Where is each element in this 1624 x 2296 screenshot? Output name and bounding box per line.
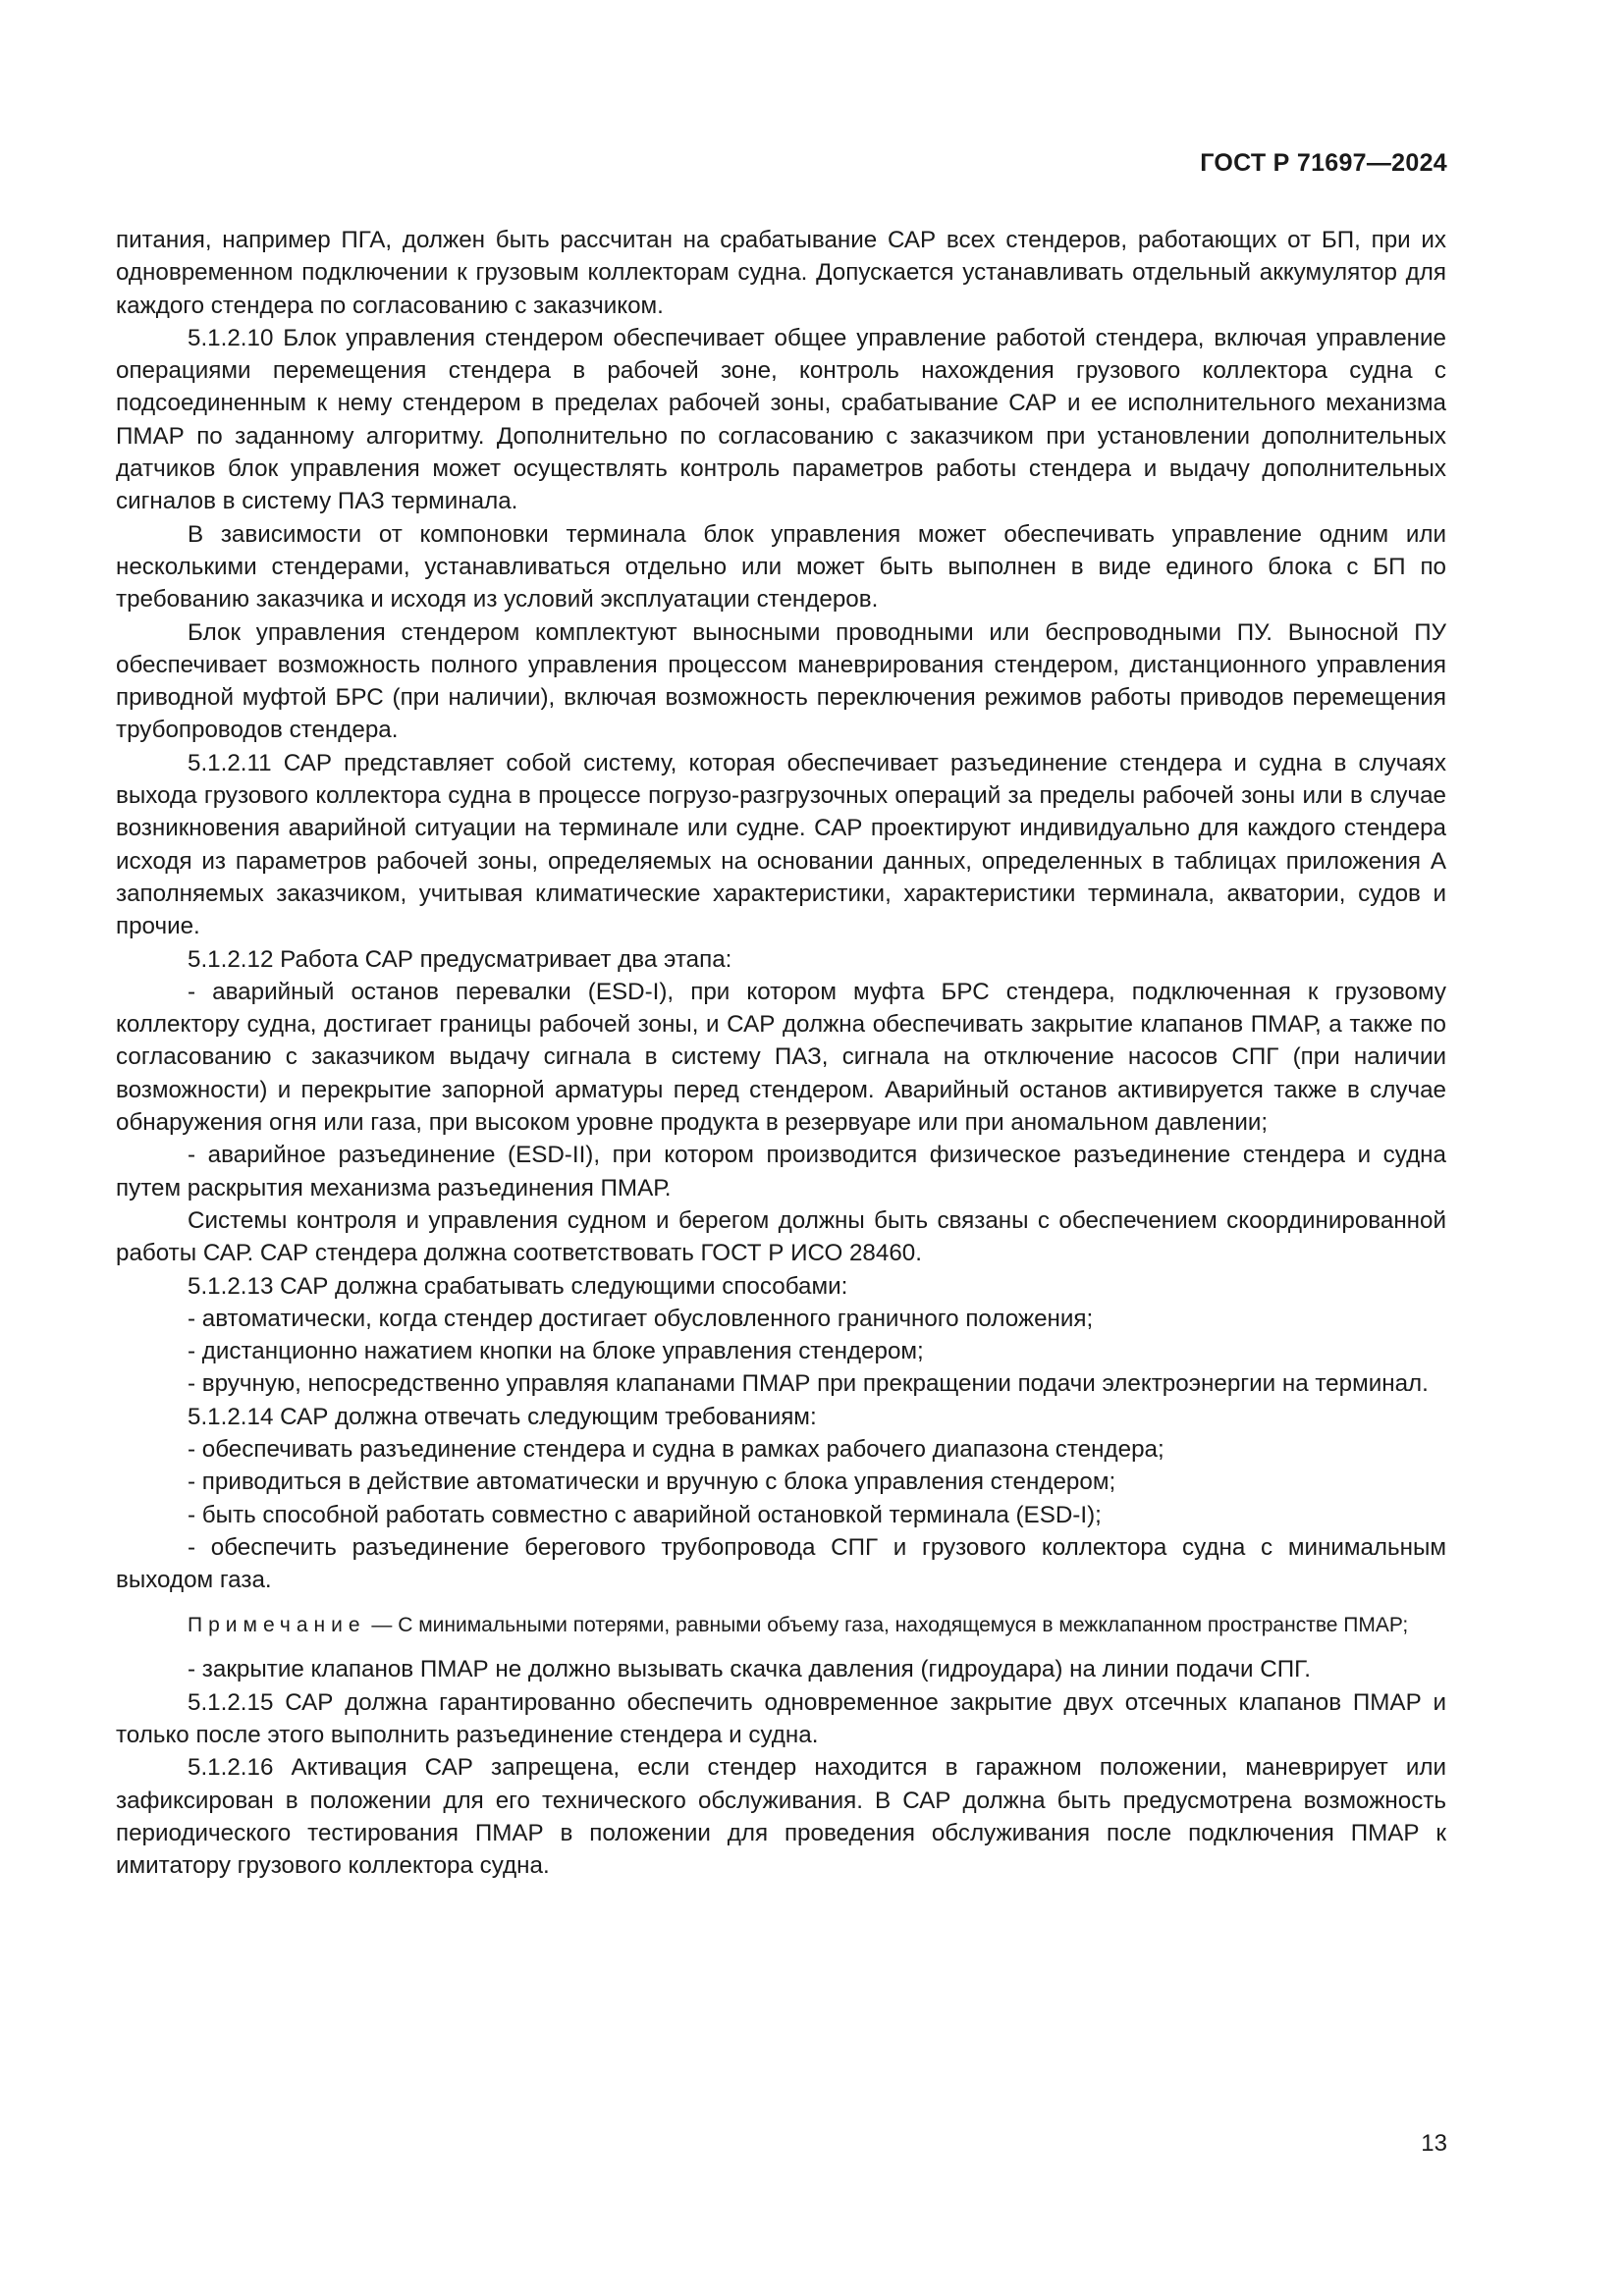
note-label: Примечание bbox=[188, 1614, 366, 1637]
list-item: - быть способной работать совместно с аварийной остановкой терминала (ESD-I); bbox=[188, 1501, 1102, 1528]
list-item: - автоматически, когда стендер достигает обусловленного граничного положения; bbox=[188, 1305, 1094, 1332]
list-item: - приводиться в действие автоматически и вручную с блока управления стендером; bbox=[188, 1468, 1116, 1496]
paragraph: питания, например ПГА, должен быть рассчитан на срабатывание САР всех стендеров, работающих от БП, при их одновременном подключении к грузовым коллекторам судна. Допускается устанавливать отдельный аккумулятор для каждого стендера по согласованию с заказчиком. bbox=[116, 227, 1446, 319]
paragraph: 5.1.2.11 САР представляет собой систему, которая обеспечивает разъединение стендера и судна в случаях выхода грузового коллектора судна в процессе погрузо-разгрузочных операций за пределы рабочей зоны или в случае возникновения аварийной ситуации на терминале или судне. САР проектируют индивидуально для каждого стендера исходя из параметров рабочей зоны, определяемых на основании данных, определенных в таблицах приложения А заполняемых заказчиком, учитывая климатические характеристики, характеристики терминала, акватории, судов и прочие. bbox=[116, 749, 1446, 940]
list-item: - аварийное разъединение (ESD-II), при котором производится физическое разъединение стендера и судна путем раскрытия механизма разъединения ПМАР. bbox=[116, 1142, 1446, 1201]
list-item: - обеспечить разъединение берегового трубопровода СПГ и грузового коллектора судна с минимальным выходом газа. bbox=[116, 1533, 1446, 1594]
page-number: 13 bbox=[1421, 2130, 1447, 2157]
note bbox=[116, 1610, 1446, 1640]
paragraph: 5.1.2.16 Активация САР запрещена, если стендер находится в гаражном положении, маневрирует или зафиксирован в положении для его технического обслуживания. В САР должна быть предусмотрена возможность периодического тестирования ПМАР в положении для проведения обслуживания после подключения ПМАР к имитатору грузового коллектора судна. bbox=[116, 1754, 1446, 1880]
paragraph: 5.1.2.13 САР должна срабатывать следующими способами: bbox=[188, 1272, 848, 1300]
paragraph: 5.1.2.15 САР должна гарантированно обеспечить одновременное закрытие двух отсечных клапанов ПМАР и только после этого выполнить разъединение стендера и судна. bbox=[116, 1688, 1446, 1749]
document-code: ГОСТ Р 71697—2024 bbox=[1200, 149, 1447, 177]
list-item: - вручную, непосредственно управляя клапанами ПМАР при прекращении подачи электроэнергии на терминал. bbox=[188, 1370, 1429, 1398]
list-item: - аварийный останов перевалки (ESD-I), при котором муфта БРС стендера, подключенная к грузовому коллектору судна, достигает границы рабочей зоны, и САР должна обеспечивать закрытие клапанов ПМАР, а также по согласованию с заказчиком выдачу сигнала в систему ПАЗ, сигнала на отключение насосов СПГ (при наличии возможности) и перекрытие запорной арматуры перед стендером. Аварийный останов активируется также в случае обнаружения огня или газа, при высоком уровне продукта в резервуаре или при аномальном давлении; bbox=[116, 978, 1446, 1137]
list-item: - дистанционно нажатием кнопки на блоке управления стендером; bbox=[188, 1338, 924, 1365]
paragraph: 5.1.2.14 САР должна отвечать следующим требованиям: bbox=[188, 1403, 817, 1430]
list-item: - закрытие клапанов ПМАР не должно вызывать скачка давления (гидроудара) на линии подачи СПГ. bbox=[188, 1656, 1312, 1683]
document-body bbox=[116, 224, 1446, 1883]
paragraph: 5.1.2.10 Блок управления стендером обеспечивает общее управление работой стендера, включая управление операциями перемещения стендера в рабочей зоне, контроль нахождения грузового коллектора судна с подсоединенным к нему стендером в пределах рабочей зоны, срабатывание САР и ее исполнительного механизма ПМАР по заданному алгоритму. Дополнительно по согласованию с заказчиком при установлении дополнительных датчиков блок управления может осуществлять контроль параметров работы стендера и выдачу дополнительных сигналов в систему ПАЗ терминала. bbox=[116, 324, 1446, 515]
list-item: - обеспечивать разъединение стендера и судна в рамках рабочего диапазона стендера; bbox=[188, 1435, 1164, 1463]
note-text: — С минимальными потерями, равными объему газа, находящемуся в межклапанном пространстве ПМАР; bbox=[365, 1614, 1409, 1637]
paragraph: Системы контроля и управления судном и берегом должны быть связаны с обеспечением скоординированной работы САР. САР стендера должна соответствовать ГОСТ Р ИСО 28460. bbox=[116, 1206, 1446, 1267]
paragraph: В зависимости от компоновки терминала блок управления может обеспечивать управление одним или несколькими стендерами, устанавливаться отдельно или может быть выполнен в виде единого блока с БП по требованию заказчика и исходя из условий эксплуатации стендеров. bbox=[116, 520, 1446, 614]
paragraph: 5.1.2.12 Работа САР предусматривает два этапа: bbox=[188, 945, 732, 973]
paragraph: Блок управления стендером комплектуют выносными проводными или беспроводными ПУ. Выносной ПУ обеспечивает возможность полного управления процессом маневрирования стендером, дистанционного управления приводной муфтой БРС (при наличии), включая возможность переключения режимов работы приводов перемещения трубопроводов стендера. bbox=[116, 618, 1446, 744]
